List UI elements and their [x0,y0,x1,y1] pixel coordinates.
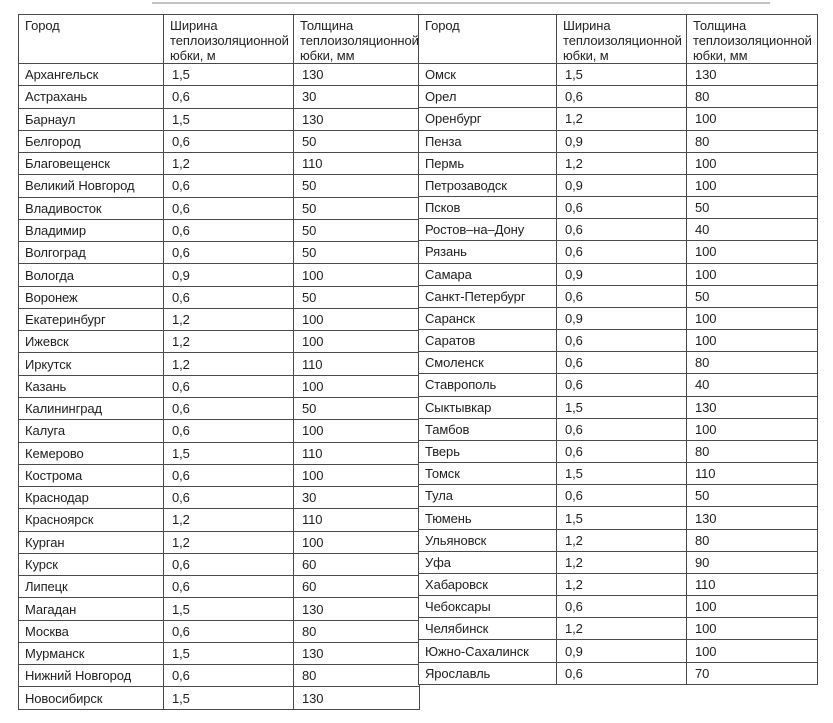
thickness-cell: 80 [687,130,818,152]
width-cell: 1,2 [557,551,687,573]
thickness-cell: 110 [294,353,420,375]
width-cell: 1,5 [164,687,294,710]
thickness-cell: 30 [294,86,420,108]
width-cell: 0,6 [557,330,687,352]
thickness-cell: 80 [687,529,818,551]
width-cell: 1,2 [164,331,294,353]
table-row [419,263,818,285]
table-body-left [19,64,420,710]
thickness-cell: 60 [294,553,420,575]
width-cell: 0,6 [164,464,294,486]
width-cell: 0,6 [164,620,294,642]
table-row [419,352,818,374]
city-cell: Кемерово [19,442,164,464]
thickness-cell: 50 [687,197,818,219]
city-cell: Екатеринбург [19,308,164,330]
width-cell: 0,6 [164,197,294,219]
city-cell: Тула [419,485,557,507]
width-cell: 1,5 [164,108,294,130]
width-cell: 0,6 [557,418,687,440]
table-row [419,485,818,507]
header-row [419,15,818,64]
table-row [19,620,420,642]
thickness-cell: 80 [687,86,818,108]
width-cell: 0,6 [164,175,294,197]
table-row [19,509,420,531]
table-row [419,219,818,241]
thickness-cell: 130 [294,642,420,664]
thickness-cell: 100 [294,420,420,442]
width-cell: 0,6 [557,285,687,307]
table-row [19,397,420,419]
table-row [19,130,420,152]
thickness-cell: 80 [294,620,420,642]
table-row [419,86,818,108]
city-cell: Волгоград [19,242,164,264]
width-cell: 1,2 [557,618,687,640]
width-cell: 1,5 [557,507,687,529]
city-cell: Чебоксары [419,596,557,618]
table-row [419,418,818,440]
city-cell: Новосибирск [19,687,164,710]
table-row [19,331,420,353]
table-row [19,531,420,553]
city-cell: Пенза [419,130,557,152]
thickness-cell: 100 [294,308,420,330]
width-cell: 0,6 [557,352,687,374]
table-header-right [419,15,818,64]
city-cell: Петрозаводск [419,174,557,196]
thickness-cell: 100 [294,264,420,286]
width-cell: 0,6 [164,242,294,264]
city-cell: Ульяновск [419,529,557,551]
width-cell: 1,2 [164,353,294,375]
width-cell: 1,2 [557,529,687,551]
table-row [419,108,818,130]
col-header-skirt-thickness: Толщина теплоизоляционной юбки, мм [687,15,818,64]
table-row [19,598,420,620]
city-cell: Омск [419,64,557,86]
thickness-cell: 50 [294,242,420,264]
table-row [19,64,420,86]
thickness-cell: 40 [687,374,818,396]
thickness-cell: 100 [687,152,818,174]
width-cell: 1,5 [164,642,294,664]
col-header-skirt-width: Ширина теплоизоляционной юбки, м [164,15,294,64]
city-cell: Сыктывкар [419,396,557,418]
city-cell: Великий Новгород [19,175,164,197]
thickness-cell: 100 [294,375,420,397]
table-row [19,286,420,308]
width-cell: 0,6 [557,662,687,684]
table-row [19,642,420,664]
table-row [419,440,818,462]
table-row [419,130,818,152]
city-cell: Хабаровск [419,573,557,595]
thickness-cell: 130 [294,108,420,130]
width-cell: 0,6 [557,86,687,108]
thickness-cell: 50 [294,219,420,241]
table-row [19,576,420,598]
width-cell: 1,2 [557,108,687,130]
city-cell: Вологда [19,264,164,286]
table-row [19,175,420,197]
table-row [19,308,420,330]
thickness-cell: 110 [294,442,420,464]
table-row [419,529,818,551]
table-row [19,153,420,175]
city-cell: Рязань [419,241,557,263]
city-cell: Санкт-Петербург [419,285,557,307]
city-cell: Астрахань [19,86,164,108]
width-cell: 0,9 [557,130,687,152]
city-cell: Архангельск [19,64,164,86]
width-cell: 0,9 [557,640,687,662]
city-cell: Казань [19,375,164,397]
table-row [419,573,818,595]
city-cell: Благовещенск [19,153,164,175]
city-cell: Ставрополь [419,374,557,396]
table-row [419,152,818,174]
width-cell: 1,5 [164,598,294,620]
city-cell: Барнаул [19,108,164,130]
col-header-city: Город [419,15,557,64]
thickness-cell: 130 [294,598,420,620]
table-row [419,241,818,263]
header-row [19,15,420,64]
width-cell: 1,2 [164,153,294,175]
city-cell: Белгород [19,130,164,152]
thickness-cell: 130 [294,687,420,710]
thickness-cell: 90 [687,551,818,573]
table-row [419,307,818,329]
table-row [19,108,420,130]
width-cell: 1,2 [164,308,294,330]
thickness-cell: 130 [687,64,818,86]
table-row [19,242,420,264]
city-cell: Смоленск [419,352,557,374]
width-cell: 1,2 [557,152,687,174]
city-cell: Курган [19,531,164,553]
thickness-cell: 100 [294,464,420,486]
city-cell: Калининград [19,397,164,419]
city-cell: Красноярск [19,509,164,531]
width-cell: 0,6 [164,286,294,308]
city-cell: Иркутск [19,353,164,375]
width-cell: 0,6 [164,576,294,598]
width-cell: 0,6 [164,219,294,241]
width-cell: 0,6 [557,219,687,241]
col-header-skirt-width: Ширина теплоизоляционной юбки, м [557,15,687,64]
thickness-cell: 130 [687,396,818,418]
city-cell: Псков [419,197,557,219]
thickness-cell: 50 [294,197,420,219]
thickness-cell: 100 [687,174,818,196]
table-row [19,687,420,710]
insulation-skirt-table-right [418,14,818,685]
city-cell: Саранск [419,307,557,329]
thickness-cell: 50 [687,285,818,307]
thickness-cell: 130 [687,507,818,529]
thickness-cell: 100 [294,331,420,353]
width-cell: 1,5 [557,463,687,485]
width-cell: 0,9 [557,263,687,285]
thickness-cell: 50 [294,130,420,152]
table-row [419,662,818,684]
width-cell: 1,2 [164,509,294,531]
table-body-right [419,64,818,685]
width-cell: 0,6 [164,665,294,687]
thickness-cell: 130 [294,64,420,86]
thickness-cell: 110 [294,153,420,175]
thickness-cell: 80 [687,440,818,462]
city-cell: Тамбов [419,418,557,440]
city-cell: Челябинск [419,618,557,640]
scan-artifact-line [152,2,770,4]
thickness-cell: 100 [687,418,818,440]
thickness-cell: 100 [687,108,818,130]
width-cell: 1,2 [164,531,294,553]
city-cell: Владивосток [19,197,164,219]
city-cell: Воронеж [19,286,164,308]
table-row [419,374,818,396]
thickness-cell: 50 [294,397,420,419]
city-cell: Курск [19,553,164,575]
table-row [419,640,818,662]
table-row [19,420,420,442]
city-cell: Пермь [419,152,557,174]
table-row [19,375,420,397]
thickness-cell: 110 [294,509,420,531]
table-row [419,174,818,196]
table-row [419,551,818,573]
thickness-cell: 30 [294,487,420,509]
city-cell: Томск [419,463,557,485]
width-cell: 1,5 [557,396,687,418]
table-row [419,463,818,485]
col-header-city: Город [19,15,164,64]
width-cell: 0,6 [164,375,294,397]
width-cell: 0,9 [557,307,687,329]
col-header-skirt-thickness: Толщина теплоизоляционной юбки, мм [294,15,420,64]
insulation-skirt-table-left [18,14,420,710]
thickness-cell: 100 [294,531,420,553]
table-header-left [19,15,420,64]
thickness-cell: 50 [687,485,818,507]
table-row [19,553,420,575]
table-row [19,219,420,241]
width-cell: 0,9 [557,174,687,196]
table-row [19,353,420,375]
city-cell: Ижевск [19,331,164,353]
width-cell: 0,6 [557,440,687,462]
city-cell: Мурманск [19,642,164,664]
table-row [19,464,420,486]
city-cell: Кострома [19,464,164,486]
width-cell: 1,5 [164,442,294,464]
width-cell: 0,6 [557,596,687,618]
thickness-cell: 100 [687,330,818,352]
thickness-cell: 100 [687,596,818,618]
city-cell: Ростов–на–Дону [419,219,557,241]
width-cell: 0,6 [164,130,294,152]
city-cell: Нижний Новгород [19,665,164,687]
thickness-cell: 100 [687,640,818,662]
width-cell: 0,6 [164,397,294,419]
width-cell: 0,6 [164,420,294,442]
thickness-cell: 100 [687,263,818,285]
thickness-cell: 60 [294,576,420,598]
thickness-cell: 100 [687,618,818,640]
table-row [19,487,420,509]
thickness-cell: 110 [687,573,818,595]
table-row [419,618,818,640]
city-cell: Южно-Сахалинск [419,640,557,662]
city-cell: Саратов [419,330,557,352]
city-cell: Тверь [419,440,557,462]
city-cell: Краснодар [19,487,164,509]
thickness-cell: 100 [687,307,818,329]
thickness-cell: 100 [687,241,818,263]
width-cell: 0,9 [164,264,294,286]
table-row [419,330,818,352]
table-row [19,442,420,464]
city-cell: Липецк [19,576,164,598]
table-row [19,197,420,219]
city-cell: Магадан [19,598,164,620]
width-cell: 0,6 [557,197,687,219]
table-row [19,264,420,286]
city-cell: Самара [419,263,557,285]
width-cell: 1,2 [557,573,687,595]
width-cell: 0,6 [164,487,294,509]
width-cell: 0,6 [557,374,687,396]
table-row [419,197,818,219]
city-cell: Москва [19,620,164,642]
thickness-cell: 80 [294,665,420,687]
city-cell: Оренбург [419,108,557,130]
width-cell: 1,5 [557,64,687,86]
table-row [419,507,818,529]
table-row [419,64,818,86]
table-row [19,86,420,108]
thickness-cell: 50 [294,175,420,197]
city-cell: Уфа [419,551,557,573]
width-cell: 0,6 [557,241,687,263]
thickness-cell: 110 [687,463,818,485]
city-cell: Калуга [19,420,164,442]
city-cell: Тюмень [419,507,557,529]
table-row [419,396,818,418]
city-cell: Владимир [19,219,164,241]
city-cell: Орел [419,86,557,108]
width-cell: 0,6 [164,86,294,108]
thickness-cell: 70 [687,662,818,684]
width-cell: 1,5 [164,64,294,86]
width-cell: 0,6 [164,553,294,575]
thickness-cell: 40 [687,219,818,241]
table-row [19,665,420,687]
width-cell: 0,6 [557,485,687,507]
thickness-cell: 80 [687,352,818,374]
city-cell: Ярославль [419,662,557,684]
table-row [419,285,818,307]
table-row [419,596,818,618]
thickness-cell: 50 [294,286,420,308]
